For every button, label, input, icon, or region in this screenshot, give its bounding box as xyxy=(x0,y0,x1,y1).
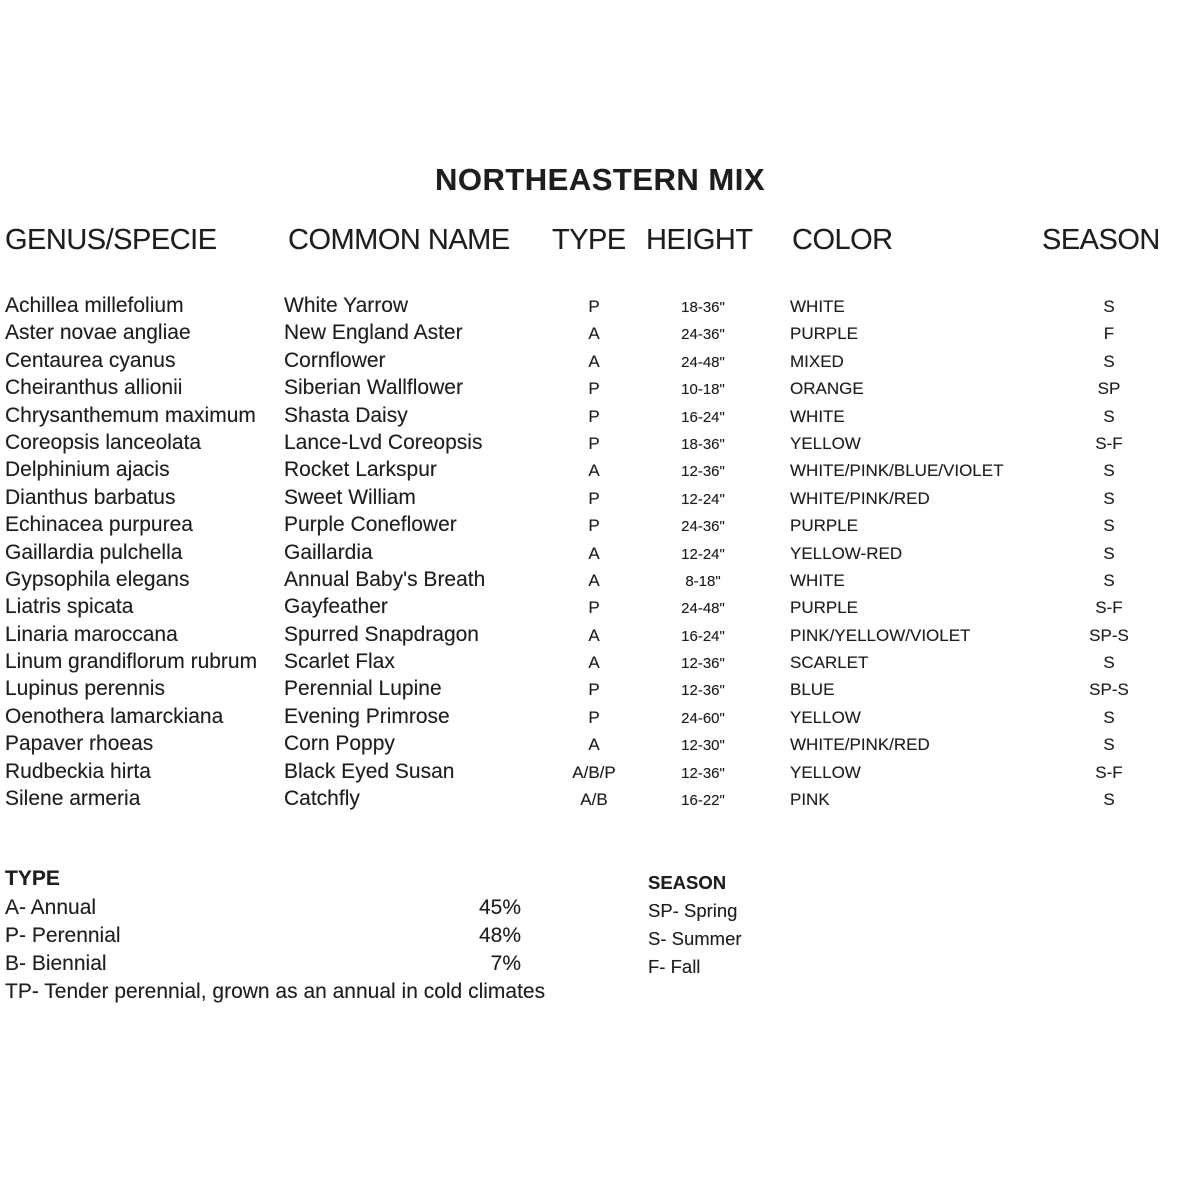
column-header-season: SEASON xyxy=(1042,224,1160,256)
season-cell: S xyxy=(1103,543,1115,563)
type-legend-percentage: 45% xyxy=(478,896,521,919)
color-cell: PURPLE xyxy=(790,516,859,536)
type-legend-percentage: 7% xyxy=(490,952,521,975)
table-row xyxy=(0,566,1200,593)
table-row xyxy=(0,484,1200,511)
season-cell: S xyxy=(1103,406,1115,426)
type-legend-item xyxy=(5,950,521,978)
color-cell: WHITE/PINK/RED xyxy=(790,735,930,755)
height-cell: 24-48" xyxy=(681,353,725,371)
height-cell: 12-36" xyxy=(681,682,725,700)
genus-cell: Achillea millefolium xyxy=(5,294,184,317)
season-cell: S xyxy=(1103,488,1115,508)
season-cell: SP-S xyxy=(1089,680,1129,700)
type-cell: A xyxy=(588,625,600,645)
common-name-cell: Lance-Lvd Coreopsis xyxy=(284,430,483,454)
common-name-cell: Spurred Snapdragon xyxy=(284,622,479,646)
column-header-height: HEIGHT xyxy=(646,224,753,256)
column-header-color: COLOR xyxy=(792,224,893,256)
season-cell: S xyxy=(1103,735,1115,755)
season-cell: S xyxy=(1103,790,1115,810)
type-cell: P xyxy=(588,433,600,453)
column-header-common-name: COMMON NAME xyxy=(288,224,510,256)
type-cell: A xyxy=(588,461,600,481)
species-table-body xyxy=(0,292,1200,812)
type-cell: A xyxy=(588,735,600,755)
season-cell: S-F xyxy=(1095,433,1123,453)
height-cell: 12-36" xyxy=(681,655,725,673)
genus-cell: Silene armeria xyxy=(5,787,141,811)
table-row xyxy=(0,758,1200,785)
genus-cell: Delphinium ajacis xyxy=(5,458,170,482)
type-legend-label: B- Biennial xyxy=(5,952,107,975)
genus-cell: Lupinus perennis xyxy=(5,677,165,701)
genus-cell: Oenothera lamarckiana xyxy=(5,704,224,728)
season-cell: S-F xyxy=(1095,598,1123,618)
height-cell: 24-36" xyxy=(681,518,725,536)
common-name-cell: Rocket Larkspur xyxy=(284,458,437,482)
table-row xyxy=(0,593,1200,620)
genus-cell: Echinacea purpurea xyxy=(5,513,193,537)
genus-cell: Coreopsis lanceolata xyxy=(5,430,202,454)
season-legend-heading: SEASON xyxy=(648,872,727,893)
color-cell: PURPLE xyxy=(790,324,859,344)
type-legend-label: P- Perennial xyxy=(5,924,121,947)
color-cell: SCARLET xyxy=(790,653,869,673)
table-row xyxy=(0,675,1200,702)
height-cell: 12-36" xyxy=(681,764,725,782)
height-cell: 16-24" xyxy=(681,627,725,645)
season-cell: S xyxy=(1103,707,1115,727)
type-legend-item xyxy=(5,922,521,950)
table-row xyxy=(0,621,1200,648)
type-cell: A/B/P xyxy=(572,762,616,782)
season-cell: S xyxy=(1103,297,1115,316)
table-row xyxy=(0,292,1200,319)
table-row xyxy=(0,648,1200,675)
season-cell: S xyxy=(1103,653,1115,673)
table-row xyxy=(0,402,1200,429)
table-row xyxy=(0,539,1200,566)
genus-cell: Centaurea cyanus xyxy=(5,348,176,372)
height-cell: 16-22" xyxy=(681,792,725,810)
common-name-cell: White Yarrow xyxy=(284,294,409,317)
color-cell: WHITE xyxy=(790,297,845,316)
color-cell: PINK/YELLOW/VIOLET xyxy=(790,625,971,645)
type-cell: P xyxy=(588,379,600,399)
genus-cell: Aster novae angliae xyxy=(5,321,191,345)
color-cell: MIXED xyxy=(790,351,844,371)
type-legend-label: A- Annual xyxy=(5,896,97,919)
color-cell: PURPLE xyxy=(790,598,859,618)
common-name-cell: Scarlet Flax xyxy=(284,650,395,674)
genus-cell: Cheiranthus allionii xyxy=(5,376,183,400)
table-row xyxy=(0,347,1200,374)
type-legend-items xyxy=(5,894,521,978)
common-name-cell: Sweet William xyxy=(284,485,416,509)
genus-cell: Linum grandiflorum rubrum xyxy=(5,650,258,674)
type-cell: P xyxy=(588,406,600,426)
type-cell: A xyxy=(588,324,600,344)
common-name-cell: Cornflower xyxy=(284,348,386,372)
height-cell: 12-24" xyxy=(681,545,725,563)
type-cell: P xyxy=(588,680,600,700)
genus-cell: Rudbeckia hirta xyxy=(5,759,151,783)
height-cell: 8-18" xyxy=(685,572,721,590)
color-cell: ORANGE xyxy=(790,379,864,399)
color-cell: YELLOW xyxy=(790,762,861,782)
table-row xyxy=(0,785,1200,812)
height-cell: 18-36" xyxy=(681,299,725,316)
season-cell: S xyxy=(1103,351,1115,371)
color-cell: BLUE xyxy=(790,680,835,700)
height-cell: 24-60" xyxy=(681,709,725,727)
height-cell: 24-36" xyxy=(681,326,725,344)
color-cell: YELLOW xyxy=(790,433,861,453)
type-legend xyxy=(5,864,546,1006)
genus-cell: Gaillardia pulchella xyxy=(5,540,183,564)
height-cell: 12-30" xyxy=(681,737,725,755)
table-row xyxy=(0,703,1200,730)
type-cell: A/B xyxy=(580,790,608,810)
height-cell: 10-18" xyxy=(681,381,725,399)
type-cell: P xyxy=(588,598,600,618)
season-cell: S xyxy=(1103,516,1115,536)
season-legend-items xyxy=(648,897,742,981)
season-cell: SP xyxy=(1097,379,1121,399)
season-cell: S-F xyxy=(1095,762,1123,782)
common-name-cell: Purple Coneflower xyxy=(284,513,457,537)
type-legend-percentage: 48% xyxy=(478,924,521,947)
common-name-cell: Shasta Daisy xyxy=(284,403,408,427)
common-name-cell: Corn Poppy xyxy=(284,732,395,756)
common-name-cell: Gaillardia xyxy=(284,540,373,564)
height-cell: 12-36" xyxy=(681,463,725,481)
table-row xyxy=(0,374,1200,401)
color-cell: WHITE/PINK/BLUE/VIOLET xyxy=(790,461,1004,481)
height-cell: 12-24" xyxy=(681,490,725,508)
color-cell: WHITE/PINK/RED xyxy=(790,488,930,508)
common-name-cell: Annual Baby's Breath xyxy=(284,567,486,591)
genus-cell: Papaver rhoeas xyxy=(5,732,154,756)
height-cell: 18-36" xyxy=(681,435,725,453)
common-name-cell: Evening Primrose xyxy=(284,704,450,728)
type-legend-item xyxy=(5,894,521,922)
table-row xyxy=(0,429,1200,456)
season-cell: S xyxy=(1103,570,1115,590)
color-cell: YELLOW-RED xyxy=(790,543,903,563)
season-legend-item: F- Fall xyxy=(648,956,701,977)
season-legend-item: SP- Spring xyxy=(648,900,738,921)
season-cell: F xyxy=(1103,324,1115,344)
type-cell: A xyxy=(588,570,600,590)
common-name-cell: Catchfly xyxy=(284,787,360,811)
type-legend-heading: TYPE xyxy=(5,867,60,890)
color-cell: WHITE xyxy=(790,406,845,426)
page-title: NORTHEASTERN MIX xyxy=(434,162,766,197)
height-cell: 16-24" xyxy=(681,408,725,426)
color-cell: PINK xyxy=(790,790,830,810)
common-name-cell: Siberian Wallflower xyxy=(284,376,463,400)
table-row xyxy=(0,511,1200,538)
genus-cell: Chrysanthemum maximum xyxy=(5,403,256,427)
season-cell: SP-S xyxy=(1089,625,1129,645)
common-name-cell: New England Aster xyxy=(284,321,463,345)
common-name-cell: Black Eyed Susan xyxy=(284,759,455,783)
table-row xyxy=(0,730,1200,757)
genus-cell: Linaria maroccana xyxy=(5,622,178,646)
season-legend xyxy=(648,868,742,981)
genus-cell: Liatris spicata xyxy=(5,595,134,619)
season-cell: S xyxy=(1103,461,1115,481)
color-cell: YELLOW xyxy=(790,707,861,727)
season-legend-item: S- Summer xyxy=(648,928,742,949)
column-header-genus: GENUS/SPECIE xyxy=(5,224,217,256)
color-cell: WHITE xyxy=(790,570,845,590)
genus-cell: Gypsophila elegans xyxy=(5,567,190,591)
type-cell: P xyxy=(588,488,600,508)
type-cell: P xyxy=(588,516,600,536)
common-name-cell: Perennial Lupine xyxy=(284,677,442,701)
table-row xyxy=(0,319,1200,346)
genus-cell: Dianthus barbatus xyxy=(5,485,176,509)
column-header-type: TYPE xyxy=(552,224,626,256)
common-name-cell: Gayfeather xyxy=(284,595,388,619)
type-cell: P xyxy=(588,707,600,727)
type-cell: A xyxy=(588,351,600,371)
table-row xyxy=(0,456,1200,483)
type-legend-note: TP- Tender perennial, grown as an annual in cold climates xyxy=(5,980,546,1003)
height-cell: 24-48" xyxy=(681,600,725,618)
type-cell: A xyxy=(588,543,600,563)
type-cell: A xyxy=(588,653,600,673)
type-cell: P xyxy=(588,297,600,316)
